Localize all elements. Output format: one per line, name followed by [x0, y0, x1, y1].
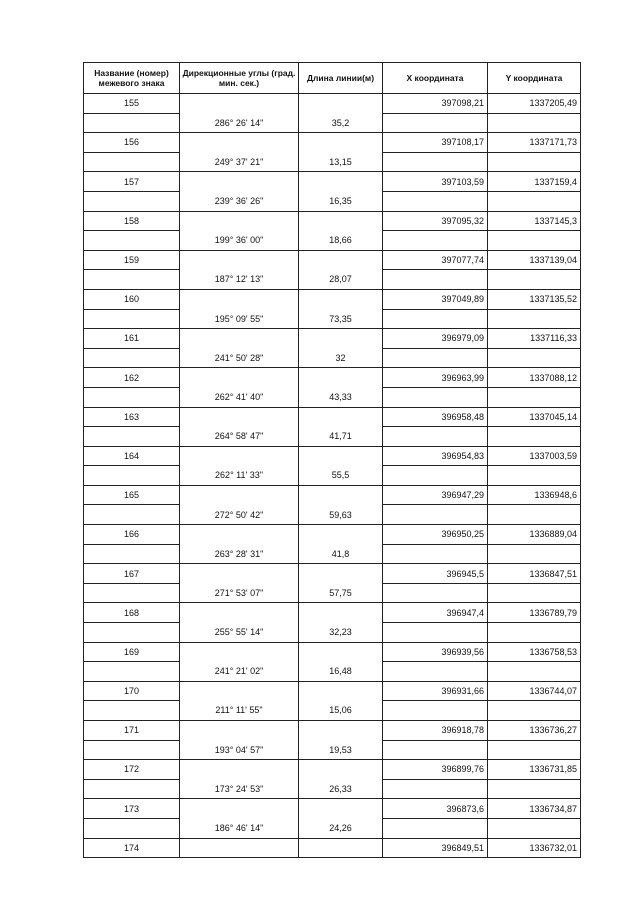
cell-name: 171: [84, 721, 180, 741]
cell-y: 1336734,87: [488, 799, 581, 819]
cell-x: 397077,74: [383, 250, 488, 270]
cell-name: 156: [84, 133, 180, 153]
table-row-line: [84, 191, 581, 211]
table-row-point: [84, 172, 581, 192]
table-row-point: [84, 721, 581, 741]
header-length: Длина линии(м): [299, 63, 383, 94]
cell-length: [299, 94, 383, 114]
table-row-point: [84, 94, 581, 114]
cell-name: [84, 348, 180, 368]
table-row-point: [84, 133, 581, 153]
cell-length: [299, 329, 383, 349]
header-angle: Дирекционные углы (град. мин. сек.): [180, 63, 299, 94]
cell-name: 160: [84, 289, 180, 309]
cell-angle: 272° 50' 42": [180, 505, 299, 525]
table-row-point: [84, 564, 581, 584]
table-row-line: [84, 662, 581, 682]
cell-y: [488, 113, 581, 133]
cell-y: [488, 740, 581, 760]
table-row-line: [84, 152, 581, 172]
cell-name: [84, 779, 180, 799]
cell-name: [84, 740, 180, 760]
cell-name: 169: [84, 642, 180, 662]
cell-length: 16,48: [299, 662, 383, 682]
cell-y: 1336758,53: [488, 642, 581, 662]
cell-length: [299, 446, 383, 466]
cell-length: [299, 603, 383, 623]
cell-x: [383, 309, 488, 329]
table-row-point: [84, 838, 581, 858]
cell-name: 167: [84, 564, 180, 584]
cell-angle: [180, 446, 299, 466]
cell-length: 16,35: [299, 191, 383, 211]
cell-x: 396849,51: [383, 838, 488, 858]
cell-y: [488, 583, 581, 603]
cell-name: 159: [84, 250, 180, 270]
table-row-point: [84, 289, 581, 309]
cell-x: 396963,99: [383, 368, 488, 388]
cell-name: 158: [84, 211, 180, 231]
table-row-line: [84, 387, 581, 407]
cell-x: 396918,78: [383, 721, 488, 741]
cell-name: [84, 466, 180, 486]
table-row-point: [84, 211, 581, 231]
table-row-line: [84, 113, 581, 133]
cell-x: 396931,66: [383, 681, 488, 701]
cell-y: [488, 348, 581, 368]
cell-length: 32: [299, 348, 383, 368]
cell-name: 172: [84, 760, 180, 780]
cell-x: [383, 583, 488, 603]
cell-y: 1337139,04: [488, 250, 581, 270]
cell-angle: 241° 21' 02": [180, 662, 299, 682]
cell-x: 396947,29: [383, 485, 488, 505]
cell-y: [488, 387, 581, 407]
cell-y: [488, 544, 581, 564]
cell-x: [383, 387, 488, 407]
cell-y: 1337171,73: [488, 133, 581, 153]
cell-length: 24,26: [299, 818, 383, 838]
table-row-point: [84, 760, 581, 780]
cell-angle: [180, 485, 299, 505]
cell-name: 162: [84, 368, 180, 388]
cell-length: 35,2: [299, 113, 383, 133]
cell-name: [84, 662, 180, 682]
table-row-point: [84, 642, 581, 662]
cell-y: 1337045,14: [488, 407, 581, 427]
cell-x: [383, 113, 488, 133]
table-row-point: [84, 525, 581, 545]
cell-y: 1336744,07: [488, 681, 581, 701]
cell-y: 1336948,6: [488, 485, 581, 505]
cell-length: [299, 760, 383, 780]
cell-x: 396873,6: [383, 799, 488, 819]
cell-name: [84, 818, 180, 838]
cell-angle: [180, 760, 299, 780]
cell-angle: [180, 838, 299, 858]
cell-y: [488, 231, 581, 251]
table-row-point: [84, 368, 581, 388]
table-row-point: [84, 407, 581, 427]
table-row-line: [84, 818, 581, 838]
table-row-line: [84, 583, 581, 603]
cell-x: [383, 466, 488, 486]
cell-length: [299, 525, 383, 545]
cell-name: [84, 623, 180, 643]
table-row-point: [84, 681, 581, 701]
cell-x: 396939,56: [383, 642, 488, 662]
cell-y: 1336731,85: [488, 760, 581, 780]
cell-name: 163: [84, 407, 180, 427]
cell-x: 397103,59: [383, 172, 488, 192]
cell-name: [84, 191, 180, 211]
cell-angle: [180, 525, 299, 545]
cell-length: [299, 838, 383, 858]
cell-name: 165: [84, 485, 180, 505]
cell-angle: [180, 211, 299, 231]
table-row-line: [84, 505, 581, 525]
cell-x: 397098,21: [383, 94, 488, 114]
cell-length: 18,66: [299, 231, 383, 251]
header-x: X координата: [383, 63, 488, 94]
cell-length: 15,06: [299, 701, 383, 721]
cell-y: [488, 505, 581, 525]
cell-length: 43,33: [299, 387, 383, 407]
cell-angle: 249° 37' 21": [180, 152, 299, 172]
cell-y: 1336847,51: [488, 564, 581, 584]
cell-x: [383, 779, 488, 799]
cell-x: [383, 505, 488, 525]
cell-y: 1337116,33: [488, 329, 581, 349]
cell-name: [84, 309, 180, 329]
table-row-line: [84, 623, 581, 643]
cell-name: [84, 152, 180, 172]
cell-length: [299, 289, 383, 309]
cell-x: 396958,48: [383, 407, 488, 427]
cell-angle: [180, 133, 299, 153]
cell-length: [299, 172, 383, 192]
cell-x: [383, 701, 488, 721]
cell-x: 396945,5: [383, 564, 488, 584]
cell-name: 174: [84, 838, 180, 858]
cell-length: [299, 642, 383, 662]
cell-name: 166: [84, 525, 180, 545]
cell-angle: [180, 172, 299, 192]
cell-name: [84, 701, 180, 721]
cell-angle: 255° 55' 14": [180, 623, 299, 643]
cell-x: [383, 191, 488, 211]
cell-length: 13,15: [299, 152, 383, 172]
cell-angle: 241° 50' 28": [180, 348, 299, 368]
cell-name: 155: [84, 94, 180, 114]
cell-length: 59,63: [299, 505, 383, 525]
cell-x: [383, 270, 488, 290]
cell-length: [299, 407, 383, 427]
cell-name: [84, 113, 180, 133]
cell-name: 173: [84, 799, 180, 819]
table-row-line: [84, 348, 581, 368]
cell-angle: 286° 26' 14": [180, 113, 299, 133]
cell-angle: 187° 12' 13": [180, 270, 299, 290]
cell-length: [299, 211, 383, 231]
cell-angle: 211° 11' 55": [180, 701, 299, 721]
cell-angle: 186° 46' 14": [180, 818, 299, 838]
cell-name: 157: [84, 172, 180, 192]
cell-length: [299, 564, 383, 584]
header-name: Название (номер) межевого знака: [84, 63, 180, 94]
cell-x: [383, 623, 488, 643]
cell-angle: 193° 04' 57": [180, 740, 299, 760]
table-row-line: [84, 740, 581, 760]
cell-length: 41,8: [299, 544, 383, 564]
cell-length: 32,23: [299, 623, 383, 643]
table-row-line: [84, 544, 581, 564]
cell-angle: [180, 94, 299, 114]
cell-length: [299, 133, 383, 153]
cell-y: 1337135,52: [488, 289, 581, 309]
cell-y: [488, 191, 581, 211]
table-row-line: [84, 231, 581, 251]
table-row-point: [84, 799, 581, 819]
cell-angle: [180, 564, 299, 584]
cell-length: 73,35: [299, 309, 383, 329]
cell-angle: 262° 11' 33": [180, 466, 299, 486]
cell-y: 1337159,4: [488, 172, 581, 192]
cell-y: [488, 818, 581, 838]
cell-name: [84, 583, 180, 603]
cell-y: [488, 466, 581, 486]
cell-x: 396979,09: [383, 329, 488, 349]
cell-x: [383, 427, 488, 447]
cell-name: [84, 544, 180, 564]
cell-length: [299, 721, 383, 741]
cell-name: 164: [84, 446, 180, 466]
cell-y: 1336889,04: [488, 525, 581, 545]
table-row-line: [84, 779, 581, 799]
cell-angle: [180, 329, 299, 349]
cell-angle: 239° 36' 26": [180, 191, 299, 211]
cell-y: 1337205,49: [488, 94, 581, 114]
cell-name: [84, 505, 180, 525]
cell-y: [488, 701, 581, 721]
cell-angle: 199° 36' 00": [180, 231, 299, 251]
cell-angle: [180, 250, 299, 270]
cell-length: 55,5: [299, 466, 383, 486]
cell-length: 19,53: [299, 740, 383, 760]
cell-x: 396950,25: [383, 525, 488, 545]
cell-name: 170: [84, 681, 180, 701]
cell-angle: [180, 642, 299, 662]
cell-name: [84, 387, 180, 407]
cell-y: [488, 779, 581, 799]
table-row-line: [84, 309, 581, 329]
cell-name: 161: [84, 329, 180, 349]
cell-length: [299, 681, 383, 701]
cell-x: [383, 662, 488, 682]
cell-angle: [180, 681, 299, 701]
cell-x: 397095,32: [383, 211, 488, 231]
table-row-line: [84, 270, 581, 290]
cell-x: [383, 231, 488, 251]
cell-length: [299, 368, 383, 388]
cell-y: 1337145,3: [488, 211, 581, 231]
cell-length: [299, 485, 383, 505]
table-body: [84, 94, 581, 858]
cell-y: 1336789,79: [488, 603, 581, 623]
cell-length: [299, 799, 383, 819]
cell-angle: 195° 09' 55": [180, 309, 299, 329]
table-row-point: [84, 250, 581, 270]
boundary-coordinates-table: [83, 62, 581, 858]
cell-y: 1336732,01: [488, 838, 581, 858]
table-row-line: [84, 466, 581, 486]
cell-x: 396947,4: [383, 603, 488, 623]
cell-x: [383, 348, 488, 368]
table-row-point: [84, 603, 581, 623]
cell-angle: [180, 368, 299, 388]
cell-angle: [180, 721, 299, 741]
cell-y: [488, 623, 581, 643]
cell-angle: 262° 41' 40": [180, 387, 299, 407]
cell-y: 1336736,27: [488, 721, 581, 741]
cell-angle: 271° 53' 07": [180, 583, 299, 603]
cell-angle: 263° 28' 31": [180, 544, 299, 564]
cell-y: [488, 427, 581, 447]
table-row-line: [84, 701, 581, 721]
cell-angle: 173° 24' 53": [180, 779, 299, 799]
cell-y: [488, 662, 581, 682]
cell-length: 28,07: [299, 270, 383, 290]
cell-x: [383, 818, 488, 838]
cell-length: 57,75: [299, 583, 383, 603]
table-row-point: [84, 329, 581, 349]
cell-length: [299, 250, 383, 270]
table-header-row: [84, 63, 581, 94]
cell-angle: [180, 407, 299, 427]
cell-length: 26,33: [299, 779, 383, 799]
cell-angle: 264° 58' 47": [180, 427, 299, 447]
cell-y: 1337088,12: [488, 368, 581, 388]
cell-y: [488, 270, 581, 290]
cell-name: [84, 231, 180, 251]
cell-x: 396954,83: [383, 446, 488, 466]
cell-angle: [180, 289, 299, 309]
cell-angle: [180, 799, 299, 819]
cell-x: [383, 152, 488, 172]
table-row-point: [84, 485, 581, 505]
cell-angle: [180, 603, 299, 623]
cell-y: [488, 152, 581, 172]
cell-x: 396899,76: [383, 760, 488, 780]
header-y: Y координата: [488, 63, 581, 94]
cell-length: 41,71: [299, 427, 383, 447]
cell-x: 397108,17: [383, 133, 488, 153]
cell-x: [383, 740, 488, 760]
table-row-point: [84, 446, 581, 466]
cell-x: [383, 544, 488, 564]
cell-y: [488, 309, 581, 329]
cell-y: 1337003,59: [488, 446, 581, 466]
table-row-line: [84, 427, 581, 447]
cell-name: [84, 427, 180, 447]
cell-name: [84, 270, 180, 290]
cell-x: 397049,89: [383, 289, 488, 309]
cell-name: 168: [84, 603, 180, 623]
